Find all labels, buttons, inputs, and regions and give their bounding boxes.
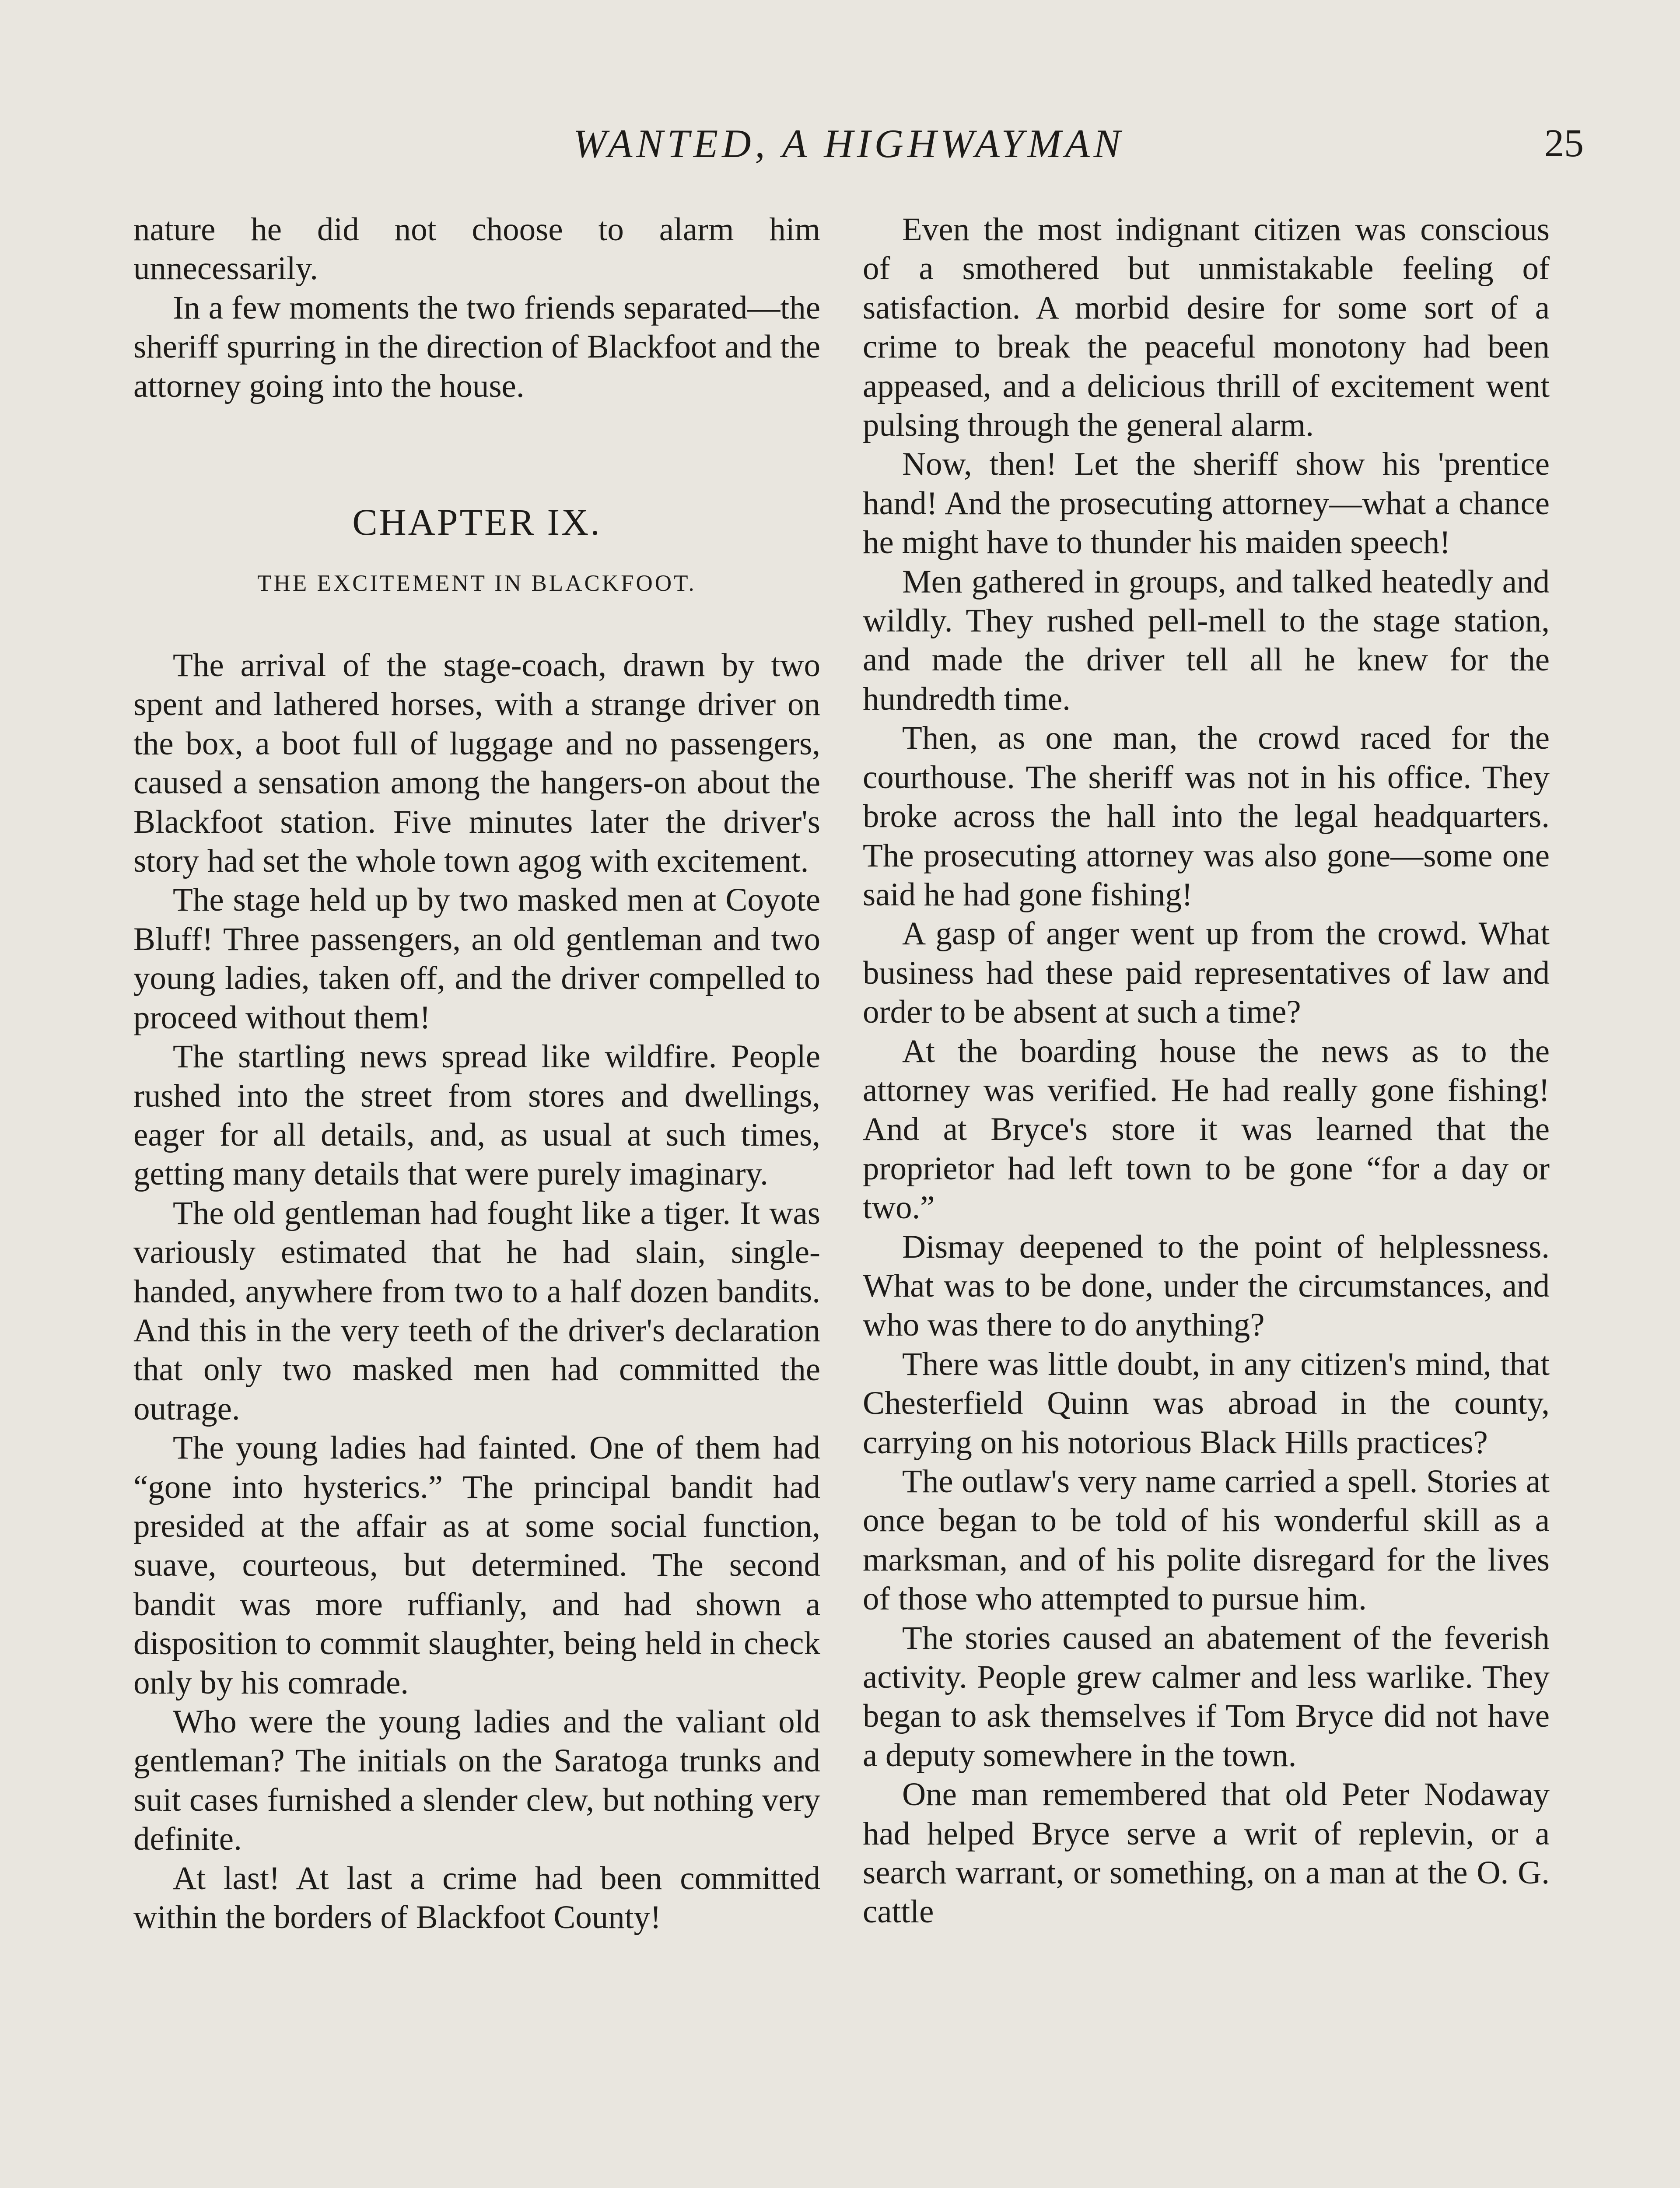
paragraph: Dismay deepened to the point of helplessness. What was to be done, under the circumstances, and who was there to do anything? — [863, 1228, 1550, 1343]
running-title: WANTED, A HIGHWAYMAN — [573, 121, 1125, 166]
paragraph: At the boarding house the news as to the attorney was verified. He had really gone fishing! And at Bryce's store it was learned that the proprietor had left town to be gone “for a day or two.” — [863, 1033, 1550, 1226]
page-number: 25 — [1544, 122, 1584, 165]
paragraph: The stage held up by two masked men at Coyote Bluff! Three passengers, an old gentleman and two young ladies, taken off, and the driver compelled to proceed without them! — [133, 882, 820, 1036]
right-column — [863, 210, 1550, 1932]
paragraph: Who were the young ladies and the valiant old gentleman? The initials on the Saratoga trunks and suit cases furnished a slender clew, but nothing very definite. — [133, 1704, 820, 1858]
chapter-title: CHAPTER IX. — [352, 501, 602, 543]
chapter-subtitle: THE EXCITEMENT IN BLACKFOOT. — [257, 571, 696, 596]
paragraph: A gasp of anger went up from the crowd. What business had these paid representatives of law and order to be absent at such a time? — [863, 915, 1550, 1031]
paragraph: Then, as one man, the crowd raced for the courthouse. The sheriff was not in his office. They broke across the hall into the legal headquarters. The prosecuting attorney was also gone—some one said he had gone fishing! — [863, 720, 1550, 913]
running-head — [0, 117, 1680, 170]
paragraph: The stories caused an abatement of the feverish activity. People grew calmer and less warlike. They began to ask themselves if Tom Bryce did not have a deputy somewhere in the town. — [863, 1620, 1550, 1774]
paragraph: The outlaw's very name carried a spell. Stories at once began to be told of his wonderful skill as a marksman, and of his polite disregard for the lives of those who attempted to pursue him. — [863, 1463, 1550, 1617]
paragraph: Now, then! Let the sheriff show his 'prentice hand! And the prosecuting attorney—what a chance he might have to thunder his maiden speech! — [863, 446, 1550, 561]
paragraph: nature he did not choose to alarm him unnecessarily. — [133, 211, 820, 287]
paragraph: One man remembered that old Peter Nodaway had helped Bryce serve a writ of replevin, or a search warrant, or something, on a man at the O. G. cattle — [863, 1776, 1550, 1930]
paragraph: The old gentleman had fought like a tiger. It was variously estimated that he had slain, single-handed, anywhere from two to a half dozen bandits. And this in the very teeth of the driver's declaration that only two masked men had committed the outrage. — [133, 1195, 820, 1427]
paragraph: There was little doubt, in any citizen's mind, that Chesterfield Quinn was abroad in the county, carrying on his notorious Black Hills practices? — [863, 1346, 1550, 1461]
paragraph: The young ladies had fainted. One of them had “gone into hysterics.” The principal bandit had presided at the affair as at some social function, suave, courteous, but determined. The second bandit was more ruffianly, and had shown a disposition to commit slaughter, being held in check only by his comrade. — [133, 1430, 820, 1701]
left-column — [133, 210, 820, 1937]
paragraph: Even the most indignant citizen was conscious of a smothered but unmistakable feeling of satisfaction. A morbid desire for some sort of a crime to break the peaceful monotony had been appeased, and a delicious thrill of excitement went pulsing through the general alarm. — [863, 211, 1550, 444]
paragraph: Men gathered in groups, and talked heatedly and wildly. They rushed pell-mell to the stage station, and made the driver tell all he knew for the hundredth time. — [863, 563, 1550, 717]
chapter-spacer — [133, 599, 820, 646]
paragraph: The startling news spread like wildfire. People rushed into the street from stores and dwellings, eager for all details, and, as usual at such times, getting many details that were purely imaginary. — [133, 1038, 820, 1192]
paragraph: At last! At last a crime had been committed within the borders of Blackfoot County! — [133, 1860, 820, 1936]
paragraph: The arrival of the stage-coach, drawn by two spent and lathered horses, with a strange driver on the box, a boot full of luggage and no passengers, caused a sensation among the hangers-on about the Blackfoot station. Five minutes later the driver's story had set the whole town agog with excitement. — [133, 647, 820, 880]
paragraph: In a few moments the two friends separated—the sheriff spurring in the direction of Blackfoot and the attorney going into the house. — [133, 289, 820, 404]
